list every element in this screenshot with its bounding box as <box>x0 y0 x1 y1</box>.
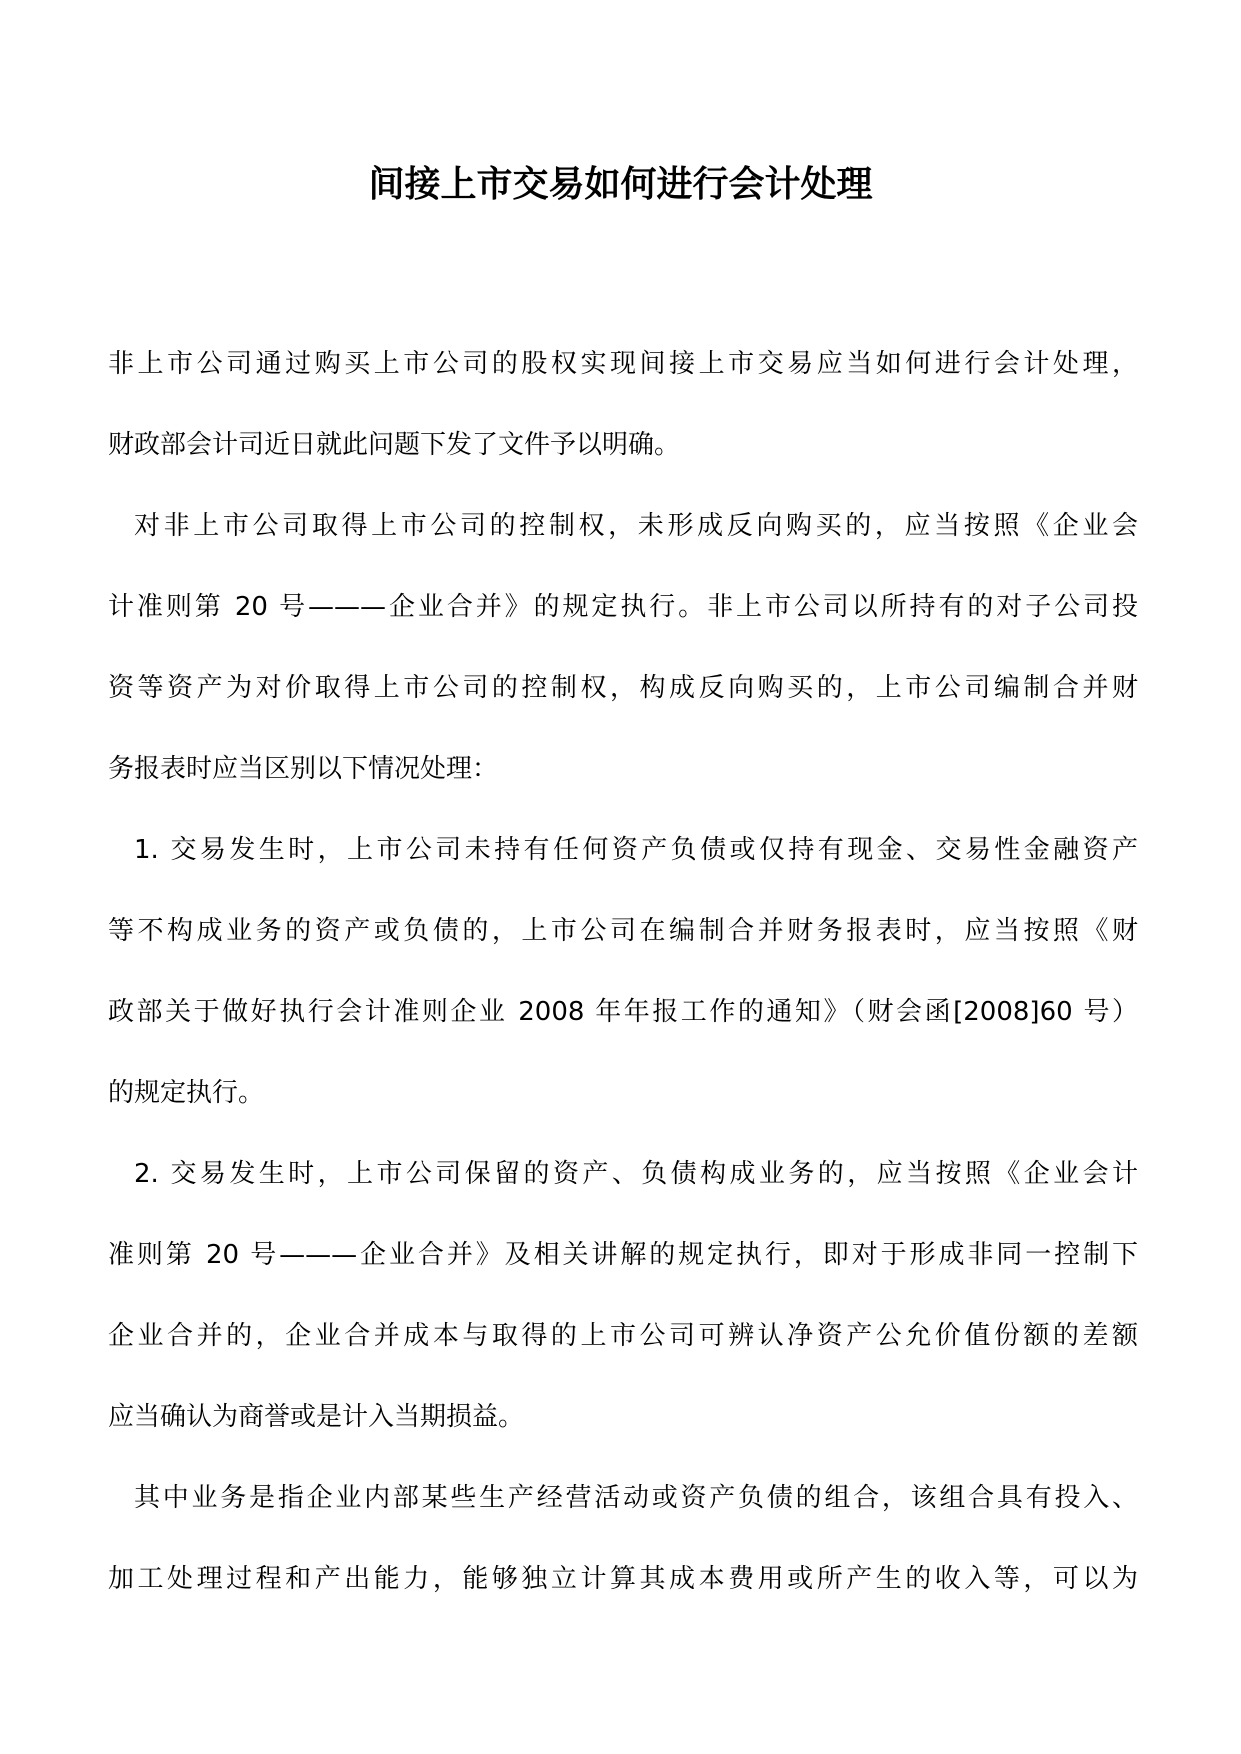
paragraph-line: 1. 交易发生时，上市公司未持有任何资产负债或仅持有现金、交易性金融资产 <box>134 835 1138 865</box>
paragraph-line: 等不构成业务的资产或负债的，上市公司在编制合并财务报表时，应当按照《财 <box>108 916 1138 946</box>
paragraph-line: 加工处理过程和产出能力，能够独立计算其成本费用或所产生的收入等，可以为 <box>108 1564 1138 1594</box>
paragraph-line: 准则第 20 号———企业合并》及相关讲解的规定执行，即对于形成非同一控制下 <box>108 1240 1138 1270</box>
paragraph-line: 政部关于做好执行会计准则企业 2008 年年报工作的通知》（财会函[2008]60 号） <box>108 997 1138 1027</box>
paragraph-line: 财政部会计司近日就此问题下发了文件予以明确。 <box>108 430 681 460</box>
document-title: 间接上市交易如何进行会计处理 <box>368 163 873 205</box>
paragraph-line: 对非上市公司取得上市公司的控制权，未形成反向购买的，应当按照《企业会 <box>134 511 1138 541</box>
paragraph-line: 企业合并的，企业合并成本与取得的上市公司可辨认净资产公允价值份额的差额 <box>108 1321 1138 1351</box>
paragraph-line: 务报表时应当区别以下情况处理： <box>108 754 499 784</box>
paragraph-line: 资等资产为对价取得上市公司的控制权，构成反向购买的，上市公司编制合并财 <box>108 673 1138 703</box>
paragraph-line: 应当确认为商誉或是计入当期损益。 <box>108 1402 525 1432</box>
paragraph-line: 非上市公司通过购买上市公司的股权实现间接上市交易应当如何进行会计处理， <box>108 349 1138 379</box>
paragraph-line: 其中业务是指企业内部某些生产经营活动或资产负债的组合，该组合具有投入、 <box>134 1483 1138 1513</box>
paragraph-line: 2. 交易发生时，上市公司保留的资产、负债构成业务的，应当按照《企业会计 <box>134 1159 1138 1189</box>
paragraph-line: 计准则第 20 号———企业合并》的规定执行。非上市公司以所持有的对子公司投 <box>108 592 1138 622</box>
paragraph-line: 的规定执行。 <box>108 1078 265 1108</box>
